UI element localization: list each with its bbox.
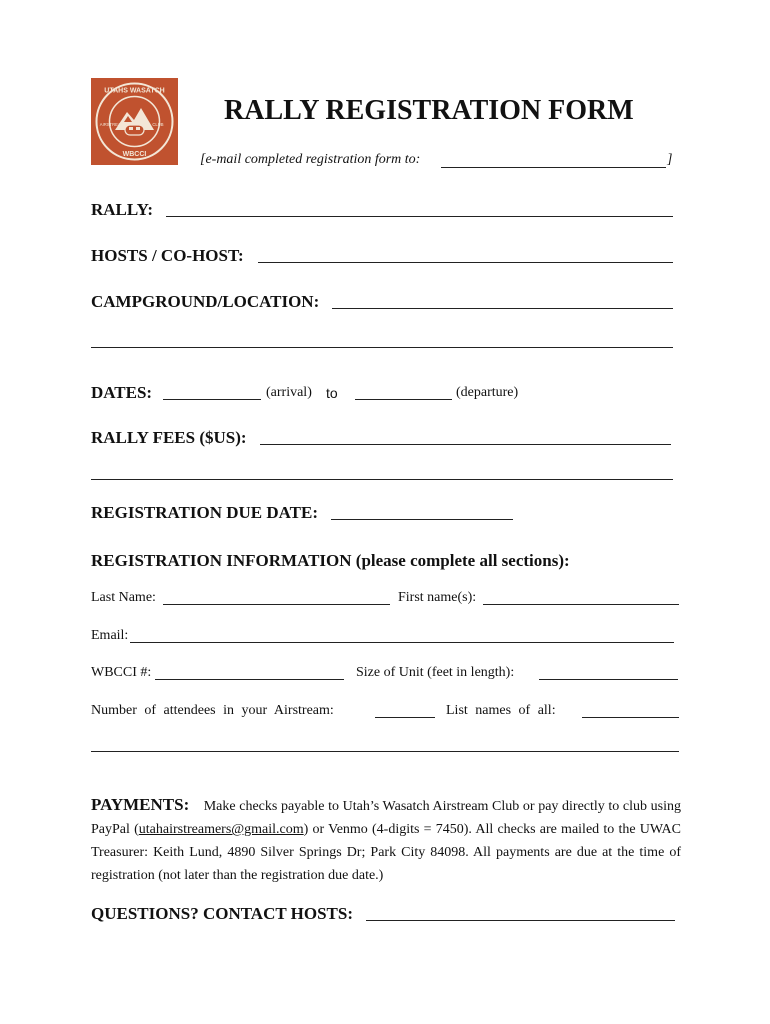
club-logo-badge: [91, 78, 178, 165]
club-logo: [91, 78, 178, 165]
payments-paragraph: [91, 793, 681, 887]
payments-label: PAYMENTS:: [91, 795, 190, 814]
email-field[interactable]: [130, 642, 674, 643]
campground-field-line-2[interactable]: [91, 347, 673, 348]
unit-size-field[interactable]: [539, 679, 678, 680]
departure-label: (departure): [456, 385, 519, 400]
fees-field-line-2[interactable]: [91, 479, 673, 480]
list-names-label: List names of all:: [446, 703, 556, 718]
rally-field[interactable]: [166, 216, 673, 217]
rally-label: RALLY:: [91, 200, 154, 219]
list-names-field-line-2[interactable]: [91, 751, 679, 752]
logo-ring-right: CLUB: [152, 122, 164, 127]
last-name-field[interactable]: [163, 604, 390, 605]
contact-hosts-field[interactable]: [366, 920, 675, 921]
email-note-prefix: [e-mail completed registration form to:: [200, 152, 421, 167]
logo-top-text: UTAHS WASATCH: [104, 87, 165, 95]
attendees-label: Number of attendees in your Airstream:: [91, 703, 334, 718]
payments-text-2: ) or Venmo (4-digits = 7450). All checks are mailed to the UWAC Treasurer: Keith Lund, 4890 Silver Springs Dr; Park City 84098. All payments are due at the time of registration (not later than the registration due date.): [91, 822, 681, 883]
due-date-label: REGISTRATION DUE DATE:: [91, 503, 319, 522]
arrival-date-field[interactable]: [163, 399, 261, 400]
first-names-field[interactable]: [483, 604, 679, 605]
logo-bottom-text: WBCCI: [122, 151, 147, 158]
email-note-blank[interactable]: [441, 167, 666, 168]
fees-label: RALLY FEES ($US):: [91, 428, 247, 447]
unit-size-label: Size of Unit (feet in length):: [356, 665, 515, 680]
wbcci-field[interactable]: [155, 679, 344, 680]
form-title: RALLY REGISTRATION FORM: [224, 95, 634, 126]
campground-label: CAMPGROUND/LOCATION:: [91, 292, 320, 311]
questions-label: QUESTIONS? CONTACT HOSTS:: [91, 904, 353, 923]
last-name-label: Last Name:: [91, 590, 156, 605]
list-names-field[interactable]: [582, 717, 679, 718]
fees-field[interactable]: [260, 444, 671, 445]
registration-heading: REGISTRATION INFORMATION (please complete all sections):: [91, 551, 570, 570]
campground-field[interactable]: [332, 308, 673, 309]
hosts-field[interactable]: [258, 262, 673, 263]
hosts-label: HOSTS / CO-HOST:: [91, 246, 244, 265]
date-to-label: to: [326, 385, 338, 401]
logo-ring-left: AIRSTREAM: [99, 122, 125, 127]
due-date-field[interactable]: [331, 519, 513, 520]
email-note-suffix: ]: [667, 152, 673, 167]
attendees-field[interactable]: [375, 717, 435, 718]
dates-label: DATES:: [91, 383, 153, 402]
departure-date-field[interactable]: [355, 399, 452, 400]
first-names-label: First name(s):: [398, 590, 477, 605]
paypal-email-link[interactable]: utahairstreamers@gmail.com: [138, 822, 304, 837]
wbcci-label: WBCCI #:: [91, 665, 152, 680]
payments-text-1: Make checks payable to Utah’s Wasatch Airstream Club or pay directly to club using PayPal (: [91, 799, 681, 837]
arrival-label: (arrival): [266, 385, 312, 400]
email-label: Email:: [91, 628, 129, 643]
